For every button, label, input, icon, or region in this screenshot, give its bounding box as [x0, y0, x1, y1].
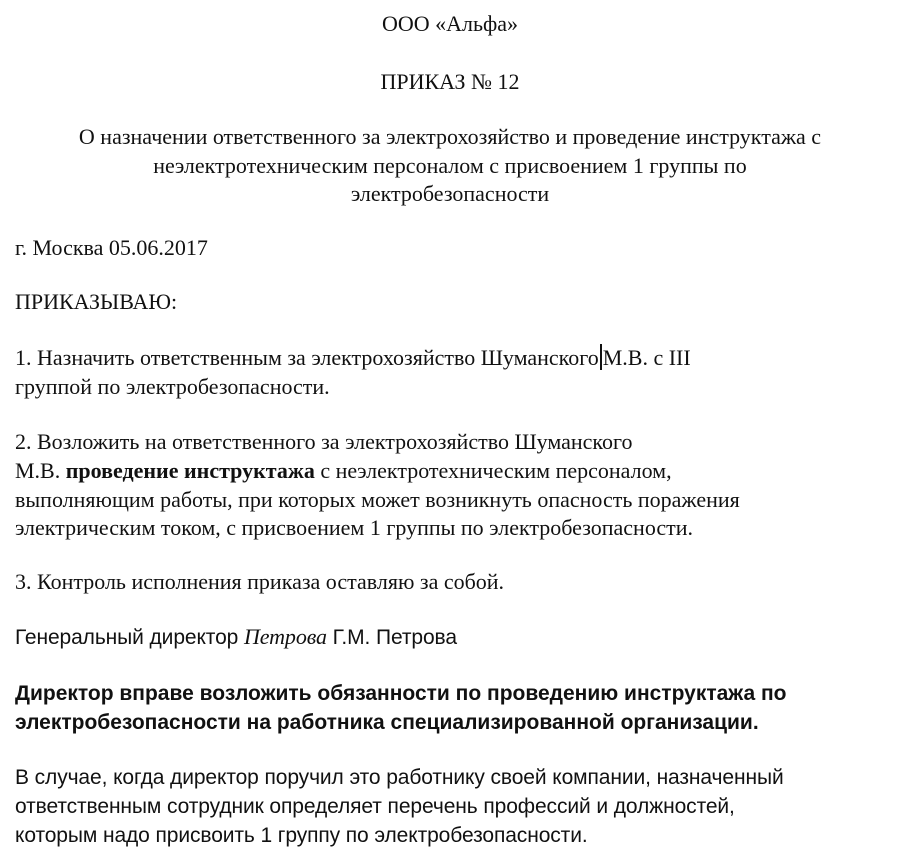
- note-bold-line-2: электробезопасности на работника специализированной организации.: [15, 711, 759, 734]
- item-1-text-a: 1. Назначить ответственным за электрохозяйство Шуманского: [15, 345, 599, 370]
- company-name: ООО «Альфа»: [381, 11, 519, 36]
- place-date: г. Москва 05.06.2017: [15, 235, 208, 260]
- order-subject-line-1: О назначении ответственного за электрохозяйство и проведение инструктажа с: [78, 124, 822, 149]
- item-2-bold-phrase: проведение инструктажа: [65, 458, 315, 483]
- item-2-line-4: электрическим током, с присвоением 1 группы по электробезопасности.: [15, 515, 694, 540]
- signature-name: Г.М. Петрова: [326, 626, 457, 649]
- note-text-line-1: В случае, когда директор поручил это работнику своей компании, назначенный: [15, 766, 784, 789]
- item-1-text-b: М.В. с III: [602, 345, 691, 370]
- item-2-suffix: с неэлектротехническим персоналом,: [314, 458, 672, 483]
- item-1-line-1: [15, 344, 691, 372]
- item-2-line-1: 2. Возложить на ответственного за электрохозяйство Шуманского: [15, 429, 633, 454]
- item-2-prefix: М.В.: [15, 458, 66, 483]
- order-subject-line-2: неэлектротехническим персоналом с присвоением 1 группы по: [153, 153, 747, 178]
- note-text-line-3: которым надо присвоить 1 группу по электробезопасности.: [15, 824, 588, 847]
- order-word: ПРИКАЗЫВАЮ:: [15, 289, 178, 314]
- text-cursor: [600, 344, 602, 370]
- signature-line: [15, 623, 457, 652]
- order-subject-line-3: электробезопасности: [350, 181, 550, 206]
- signature-handwritten: Петрова: [243, 624, 327, 649]
- item-2-line-3: выполняющим работы, при которых может возникнуть опасность поражения: [15, 487, 740, 512]
- note-bold-line-1: Директор вправе возложить обязанности по проведению инструктажа по: [15, 682, 787, 705]
- item-1-line-2: группой по электробезопасности.: [15, 374, 330, 399]
- item-2-line-2: [15, 457, 672, 485]
- item-3: 3. Контроль исполнения приказа оставляю за собой.: [15, 569, 505, 594]
- order-title: ПРИКАЗ № 12: [380, 69, 520, 94]
- signature-position: Генеральный директор: [15, 626, 244, 649]
- note-text-line-2: ответственным сотрудник определяет перечень профессий и должностей,: [15, 795, 735, 818]
